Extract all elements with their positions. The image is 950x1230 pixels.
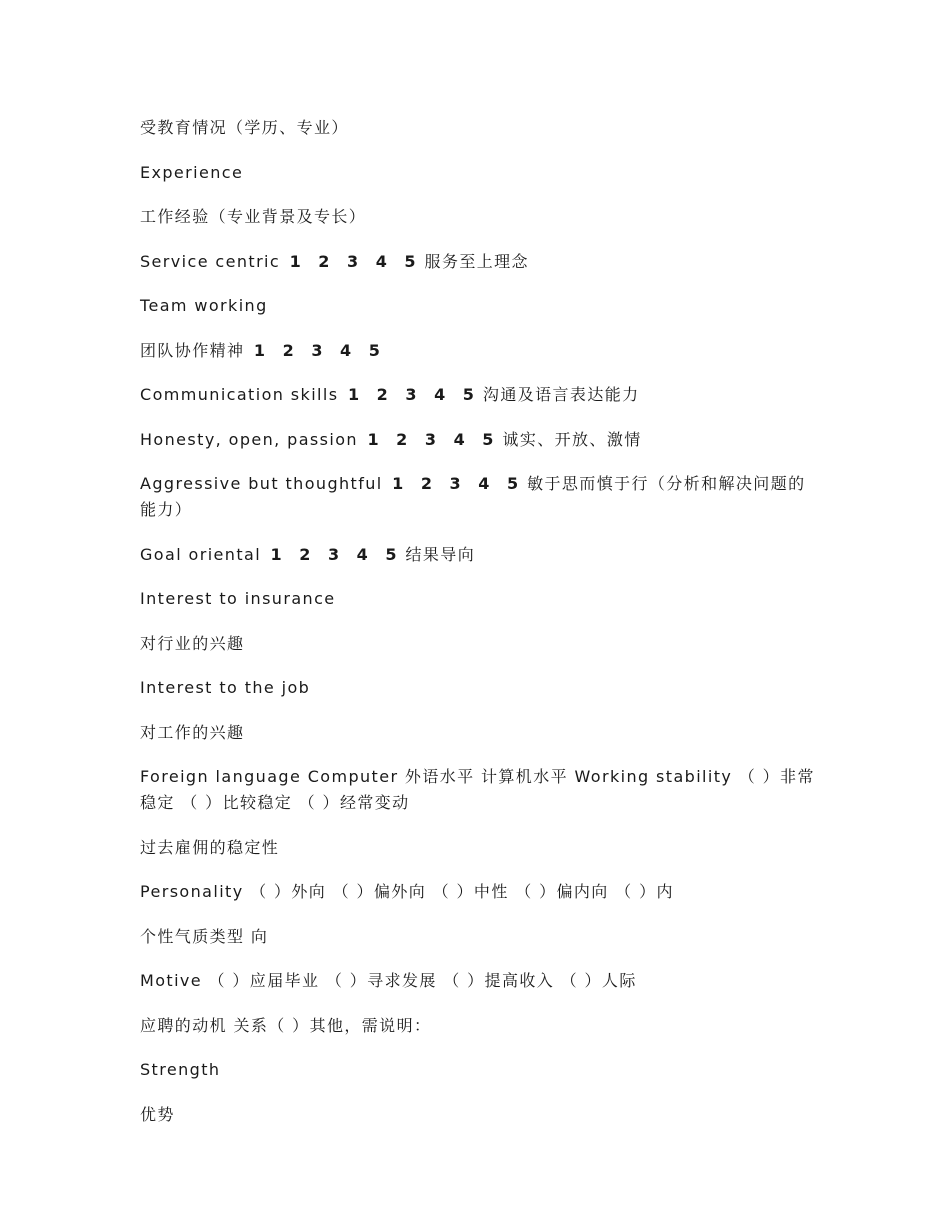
honesty-label: Honesty, open, passion xyxy=(140,429,358,449)
interest-industry-heading xyxy=(140,631,820,657)
motive-text: Motive （ ）应届毕业 （ ）寻求发展 （ ）提高收入 （ ）人际 xyxy=(140,971,637,990)
foreign-language-row xyxy=(140,764,820,816)
interest-job-cn-text: 对工作的兴趣 xyxy=(140,722,245,742)
motive-row xyxy=(140,968,820,994)
service-centric-label: Service centric xyxy=(140,251,281,271)
interest-job-cn-heading xyxy=(140,720,820,746)
goal-oriental-label: Goal oriental xyxy=(140,544,262,564)
education-text: 受教育情况（学历、专业） xyxy=(140,118,349,137)
strength-heading xyxy=(140,1057,820,1083)
interest-job-heading xyxy=(140,675,820,701)
interest-insurance-text: Interest to insurance xyxy=(140,589,336,608)
goal-oriental-row xyxy=(140,542,820,568)
stability-heading xyxy=(140,835,820,861)
strength-cn-heading xyxy=(140,1102,820,1128)
personality-row xyxy=(140,879,820,905)
motive-cn-row xyxy=(140,1013,820,1039)
experience-heading xyxy=(140,160,820,186)
team-working-label: Team working xyxy=(140,296,268,315)
team-working-heading xyxy=(140,293,820,319)
aggressive-label: Aggressive but thoughtful xyxy=(140,474,383,493)
strength-text: Strength xyxy=(140,1060,221,1079)
goal-oriental-cn: 结果导向 xyxy=(405,544,476,564)
team-working-cn: 团队协作精神 xyxy=(140,340,245,360)
interest-job-text: Interest to the job xyxy=(140,678,311,697)
team-working-row xyxy=(140,338,820,364)
interest-industry-text: 对行业的兴趣 xyxy=(140,633,245,653)
personality-cn-row xyxy=(140,924,820,950)
aggressive-scale: 1 2 3 4 5 xyxy=(392,474,525,493)
personality-cn-text: 个性气质类型 向 xyxy=(140,926,269,946)
aggressive-cn: 敏于思而慎于行（分析和解决问题的能力） xyxy=(140,474,806,519)
honesty-cn: 诚实、开放、激情 xyxy=(502,429,642,449)
personality-text: Personality （ ）外向 （ ）偏外向 （ ）中性 （ ）偏内向 （ ）内 xyxy=(140,882,674,901)
service-centric-cn: 服务至上理念 xyxy=(424,251,529,271)
service-centric-row xyxy=(140,249,820,275)
honesty-scale: 1 2 3 4 5 xyxy=(367,429,500,449)
foreign-language-text: Foreign language Computer 外语水平 计算机水平 Working stability （ ）非常稳定 （ ）比较稳定 （ ）经常变动 xyxy=(140,767,815,812)
communication-scale: 1 2 3 4 5 xyxy=(347,385,480,404)
communication-row xyxy=(140,382,820,408)
motive-cn-text: 应聘的动机 关系（ ）其他，需说明： xyxy=(140,1015,432,1035)
team-working-scale: 1 2 3 4 5 xyxy=(253,340,386,360)
communication-label: Communication skills xyxy=(140,385,339,404)
experience-text: Experience xyxy=(140,162,244,182)
work-experience-heading xyxy=(140,204,820,230)
education-heading xyxy=(140,115,820,141)
aggressive-row xyxy=(140,471,820,523)
communication-cn: 沟通及语言表达能力 xyxy=(482,385,640,404)
evaluation-form xyxy=(140,115,820,1146)
strength-cn-text: 优势 xyxy=(140,1104,175,1124)
goal-oriental-scale: 1 2 3 4 5 xyxy=(270,544,403,564)
service-centric-scale: 1 2 3 4 5 xyxy=(289,251,422,271)
honesty-row xyxy=(140,427,820,453)
interest-insurance-heading xyxy=(140,586,820,612)
work-experience-text: 工作经验（专业背景及专长） xyxy=(140,207,367,226)
stability-text: 过去雇佣的稳定性 xyxy=(140,837,280,857)
